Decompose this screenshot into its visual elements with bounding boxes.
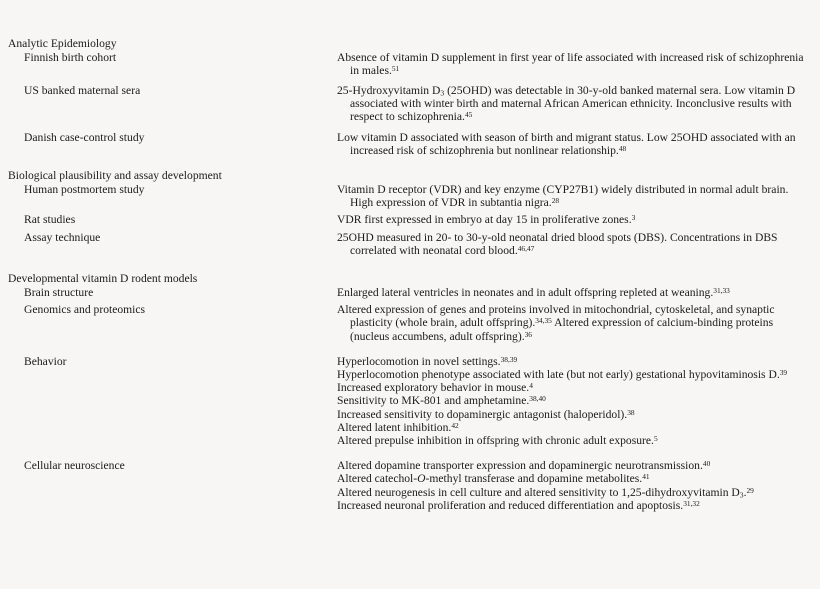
spacer-row [0, 77, 820, 84]
desc-text: VDR first expressed in embryo at day 15 in proliferative zones. [337, 213, 632, 227]
row-label-behavior: Behavior [24, 354, 67, 368]
spacer-left [0, 157, 331, 169]
row-desc-finnish-birth-cohort [331, 51, 820, 77]
desc-text: Altered dopamine transporter expression and dopaminergic neurotransmission. [337, 459, 703, 473]
section-heading-spacer [331, 37, 820, 51]
ref-superscript: 31,32 [683, 498, 700, 508]
ref-superscript: 42 [451, 420, 459, 430]
desc-text: Sensitivity to MK-801 and amphetamine. [337, 394, 530, 408]
desc-text-post: . [743, 485, 747, 499]
desc-text: Increased neuronal proliferation and reduced differentiation and apoptosis. [337, 498, 684, 512]
section-heading-row [0, 169, 820, 183]
ref-superscript: 3 [631, 212, 636, 222]
desc-text: Hyperlocomotion phenotype associated with late (but not early) gestational hypovitaminosis D. [337, 368, 780, 382]
section-heading-analytic-epidemiology: Analytic Epidemiology [8, 37, 117, 50]
ref-superscript: 45 [464, 110, 473, 120]
spacer-row [0, 343, 820, 355]
subscript: 3 [440, 88, 445, 98]
desc-text: Enlarged lateral ventricles in neonates and in adult offspring repleted at weaning. [337, 285, 714, 299]
subscript: 3 [739, 490, 744, 500]
top-spacer-right [331, 0, 820, 37]
desc-text-pre: Altered neurogenesis in cell culture and altered sensitivity to 1,25-dihydroxyvitamin D [337, 485, 740, 499]
table-row [0, 131, 820, 157]
spacer-row [0, 257, 820, 272]
row-desc-danish-case-control-study [331, 131, 820, 157]
desc-text: Vitamin D receptor (VDR) and key enzyme (CYP27B1) widely distributed in normal adult brain. High expression of VDR in subtantia nigra. [337, 182, 789, 209]
ref-superscript: 38 [627, 407, 635, 417]
table-row [0, 286, 820, 300]
spacer-row [0, 124, 820, 131]
row-desc-genomics-and-proteomics [331, 303, 820, 343]
table-row [0, 51, 820, 77]
spacer-left [0, 124, 331, 131]
row-label-finnish-birth-cohort: Finnish birth cohort [24, 50, 117, 64]
section-heading-developmental-rodent-models: Developmental vitamin D rodent models [8, 272, 198, 286]
section-heading-spacer [331, 272, 820, 286]
row-label-us-banked-maternal-sera: US banked maternal sera [24, 84, 141, 97]
ref-superscript: 4 [529, 381, 533, 391]
spacer-left [0, 343, 331, 355]
spacer-right [331, 77, 820, 84]
desc-text-pre: 25-Hydroxyvitamin D [337, 84, 441, 97]
spacer-right [331, 257, 820, 272]
section-heading-row [0, 37, 820, 51]
row-desc-brain-structure [331, 286, 820, 300]
ref-superscript: 31,33 [713, 285, 730, 295]
table-row [0, 303, 820, 343]
row-desc-behavior [331, 355, 820, 447]
desc-text-post: (25OHD) was detectable in 30-y-old banked maternal sera. Low vitamin D associated with winter birth and maternal African American ethnicity. Inconclusive results with respect to schizophrenia. [350, 84, 796, 124]
desc-text-a: Altered catechol- [337, 472, 418, 486]
spacer-right [331, 343, 820, 355]
ref-superscript: 48 [618, 143, 627, 153]
ref-superscript: 46,47 [517, 243, 535, 253]
section-heading-row [0, 272, 820, 286]
spacer-right [331, 124, 820, 131]
top-spacer-left [0, 0, 331, 37]
row-label-assay-technique: Assay technique [24, 230, 101, 244]
spacer-right [331, 157, 820, 169]
ref-superscript: 38,40 [529, 394, 546, 404]
ref-superscript: 38,39 [500, 354, 518, 364]
desc-text: Increased exploratory behavior in mouse. [337, 381, 530, 395]
spacer-right [331, 447, 820, 459]
row-desc-human-postmortem-study [331, 183, 820, 209]
top-spacer-row [0, 0, 820, 37]
table-row [0, 183, 820, 209]
ref-superscript: 29 [746, 485, 754, 495]
desc-text: Altered latent inhibition. [337, 420, 452, 434]
table-row [0, 231, 820, 257]
desc-text-part1: Altered expression of genes and proteins involved in mitochondrial, cytoskeletal, and synaptic plasticity (whole brain, adult offspring). [337, 303, 775, 330]
ref-superscript: 36 [524, 329, 532, 339]
spacer-left [0, 77, 331, 84]
ref-superscript: 51 [391, 63, 400, 73]
ref-superscript: 41 [642, 472, 650, 482]
table-row [0, 84, 820, 124]
row-desc-rat-studies [331, 213, 820, 227]
row-label-danish-case-control-study: Danish case-control study [24, 130, 145, 144]
ref-superscript: 28 [551, 195, 560, 205]
desc-text-b: -methyl transferase and dopamine metabolites. [425, 472, 643, 486]
table-row [0, 213, 820, 227]
row-desc-assay-technique [331, 231, 820, 257]
ref-superscript: 5 [653, 433, 658, 443]
table-row [0, 355, 820, 447]
desc-text: Altered prepulse inhibition in offspring with chronic adult exposure. [337, 434, 654, 448]
spacer-row [0, 157, 820, 169]
desc-text: Hyperlocomotion in novel settings. [337, 354, 501, 368]
row-label-human-postmortem-study: Human postmortem study [24, 182, 145, 196]
desc-text-part2: Altered expression of calcium-binding proteins (nucleus accumbens, adult offspring). [350, 316, 774, 343]
spacer-left [0, 447, 331, 459]
ref-superscript: 40 [702, 459, 711, 469]
desc-text: Absence of vitamin D supplement in first year of life associated with increased risk of schizophrenia in males. [337, 50, 804, 77]
row-desc-us-banked-maternal-sera [331, 84, 820, 124]
row-label-rat-studies: Rat studies [24, 213, 76, 227]
italic-o: O [417, 472, 426, 486]
row-label-cellular-neuroscience: Cellular neuroscience [24, 459, 125, 473]
spacer-row [0, 447, 820, 459]
desc-text: Increased sensitivity to dopaminergic antagonist (haloperidol). [337, 407, 628, 421]
section-heading-spacer [331, 169, 820, 183]
table-row [0, 459, 820, 512]
row-label-genomics-and-proteomics: Genomics and proteomics [24, 303, 146, 317]
section-heading-biological-plausibility: Biological plausibility and assay development [8, 169, 222, 183]
ref-superscript: 34,35 [535, 316, 552, 326]
row-desc-cellular-neuroscience [331, 459, 820, 512]
spacer-left [0, 257, 331, 272]
desc-text: Low vitamin D associated with season of birth and migrant status. Low 25OHD associated with an increased risk of schizophrenia but nonlinear relationship. [337, 130, 796, 157]
desc-text: 25OHD measured in 20- to 30-y-old neonatal dried blood spots (DBS). Concentrations in DBS correlated with neonatal cord blood. [337, 230, 778, 257]
ref-superscript: 39 [779, 367, 788, 377]
row-label-brain-structure: Brain structure [24, 285, 94, 299]
